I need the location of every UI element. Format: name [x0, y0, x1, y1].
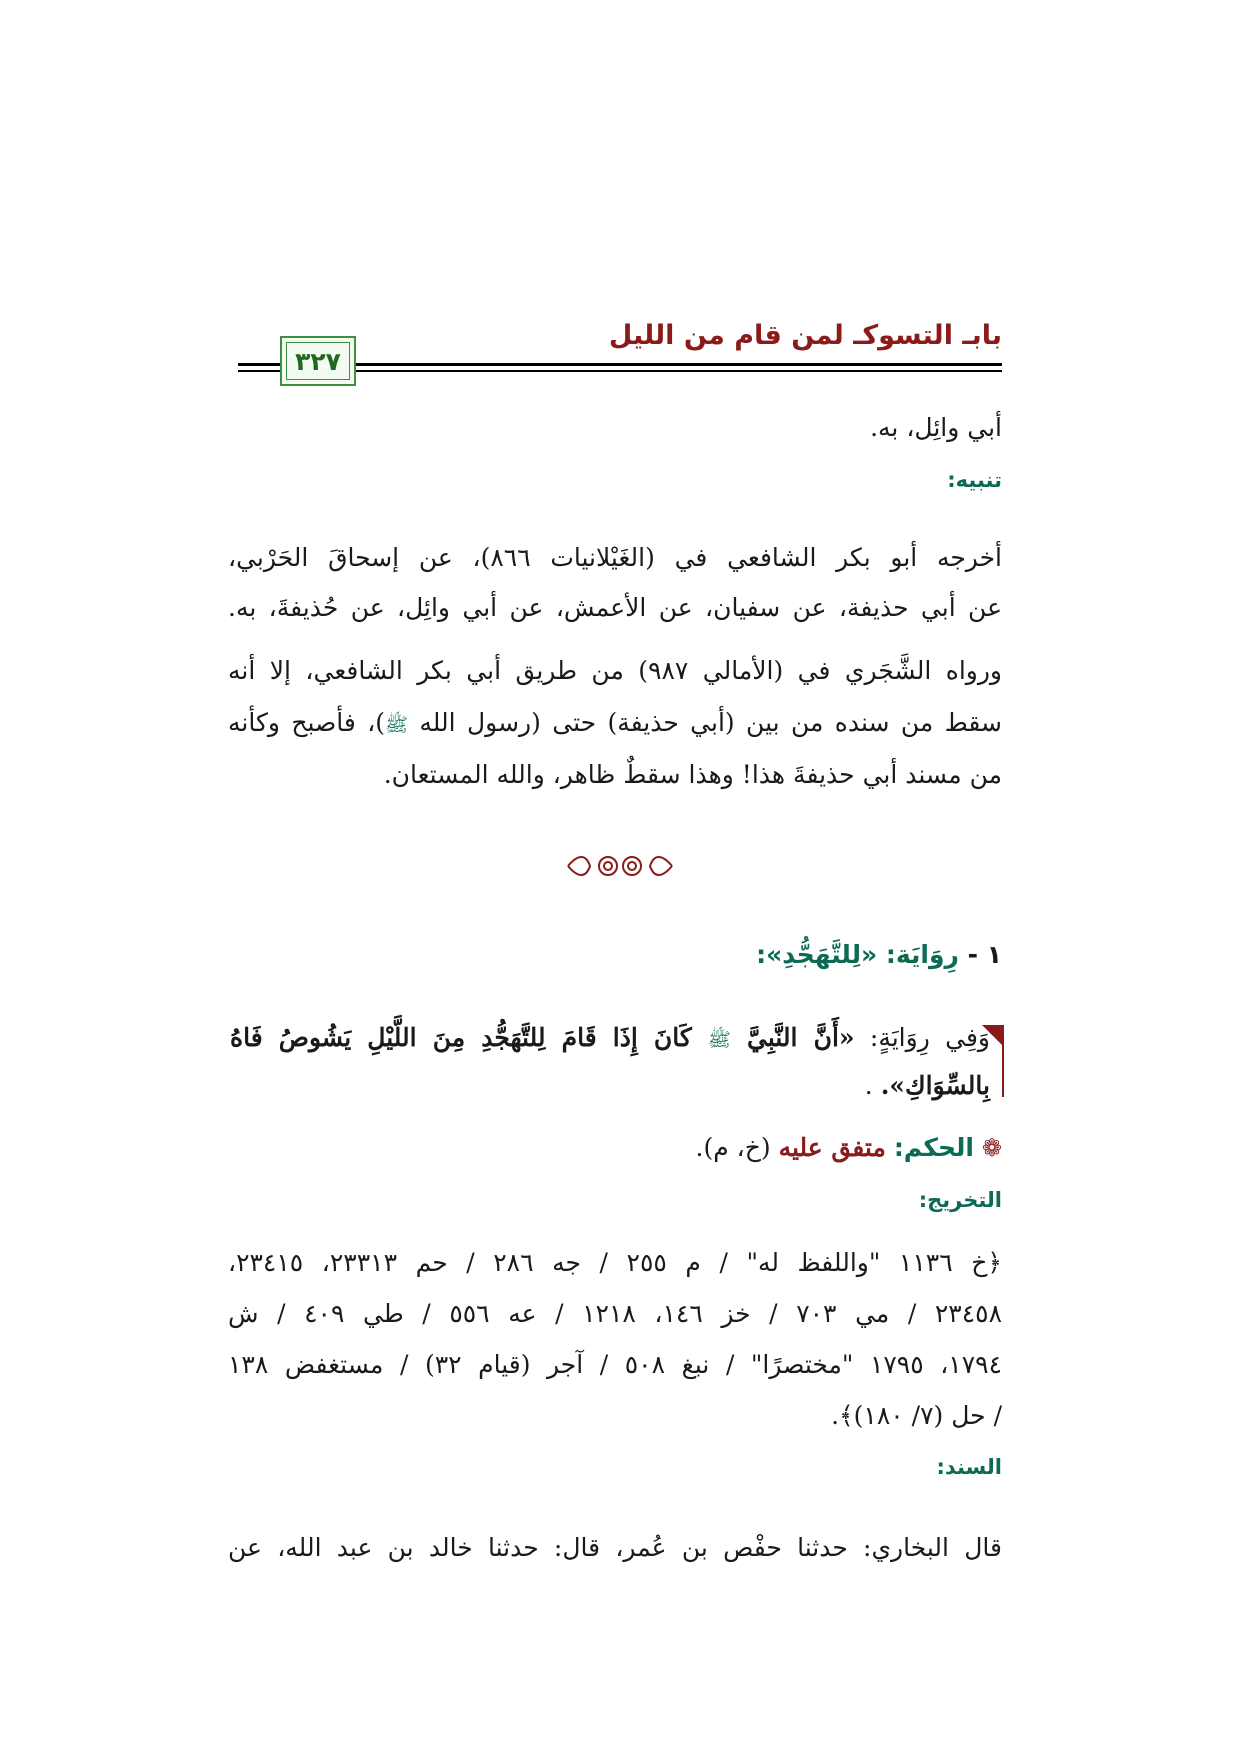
- section-divider-ornament: [560, 846, 680, 886]
- tanbih-p2-line1: ورواه الشَّجَري في (الأمالي ٩٨٧) من طريق أبي بكر الشافعي، إلا أنه: [228, 656, 1003, 685]
- hadith-text-a: «أَنَّ النَّبِيَّ: [730, 1023, 855, 1052]
- takhrij-line2: ٢٣٤٥٨ / مي ٧٠٣ / خز ١٤٦، ١٢١٨ / عه ٥٥٦ / طي ٤٠٩ / ش: [228, 1299, 1003, 1328]
- takhrij-line3: ١٧٩٤، ١٧٩٥ "مختصرًا" / نبغ ٥٠٨ / آجر (قيام ٣٢) / مستغفض ١٣٨: [228, 1350, 1003, 1379]
- tanbih-p2-line2-b: )، فأصبح وكأنه: [228, 708, 386, 737]
- hadith-text-b: كَانَ إِذَا قَامَ لِلتَّهَجُّدِ مِنَ اللَّيْلِ يَشُوصُ فَاهُ: [230, 1023, 708, 1052]
- header-rule-bottom: [356, 370, 1002, 372]
- sanad-line1: قال البخاري: حدثنا حفْص بن عُمر، قال: حدثنا خالد بن عبد الله، عن: [228, 1533, 1002, 1562]
- tanbih-p2-line2-a: سقط من سنده من بين (أبي حذيفة) حتى (رسول الله: [407, 708, 1002, 737]
- header-rule-top: [356, 363, 1002, 366]
- riwaya-number: ١ -: [967, 940, 1002, 969]
- tanbih-heading: تنبيه:: [947, 468, 1002, 492]
- riwaya-heading: [756, 940, 1002, 969]
- hukm-value: متفق عليه: [778, 1133, 886, 1162]
- hukm-refs: (خ، م).: [695, 1133, 779, 1162]
- page-number-badge: [280, 336, 356, 386]
- hukm-label: الحكم:: [893, 1133, 974, 1162]
- hadith-tail: .: [864, 1071, 881, 1100]
- takhrij-heading: التخريج:: [918, 1188, 1002, 1212]
- hadith-text-end: بِالسِّوَاكِ».: [880, 1071, 990, 1100]
- tanbih-p1-line2: عن أبي حذيفة، عن سفيان، عن الأعمش، عن أبي وائِل، عن حُذيفةَ، به.: [228, 593, 1002, 622]
- tanbih-p2-line2: [228, 705, 1002, 743]
- tanbih-p1-line1: أخرجه أبو بكر الشافعي في (الغَيْلانيات ٨٦٦)، عن إسحاقَ الحَرْبي،: [228, 543, 1002, 572]
- salawat-glyph: ﷺ: [385, 714, 408, 736]
- continuation-line: أبي وائِل، به.: [870, 413, 1002, 442]
- hadith-line1: [230, 1020, 990, 1058]
- salawat-glyph: ﷺ: [707, 1029, 731, 1051]
- flower-icon: ❁: [981, 1134, 1002, 1162]
- hadith-intro: وَفِي رِوَايَةٍ:: [854, 1023, 990, 1052]
- riwaya-label: رِوَايَة: «لِلتَّهَجُّدِ»:: [756, 940, 959, 969]
- hadith-line2: [230, 1068, 990, 1104]
- sanad-heading: السند:: [936, 1455, 1002, 1479]
- tanbih-p2-line3: من مسند أبي حذيفةَ هذا! وهذا سقطٌ ظاهر، والله المستعان.: [383, 760, 1002, 789]
- takhrij-line1: ﴿خ ١١٣٦ "واللفظ له" / م ٢٥٥ / جه ٢٨٦ / حم ٢٣٣١٣، ٢٣٤١٥،: [228, 1248, 1002, 1277]
- chapter-title: بابـ التسوكـ لمن قام من الليل: [608, 320, 1002, 351]
- takhrij-line4: / حل (٧/ ١٨٠)﴾.: [831, 1401, 1002, 1430]
- page-number: ٣٢٧: [295, 346, 341, 376]
- header-rule-left-top: [238, 363, 280, 366]
- hukm-line: [228, 1130, 1002, 1166]
- header-rule-left-bottom: [238, 370, 280, 372]
